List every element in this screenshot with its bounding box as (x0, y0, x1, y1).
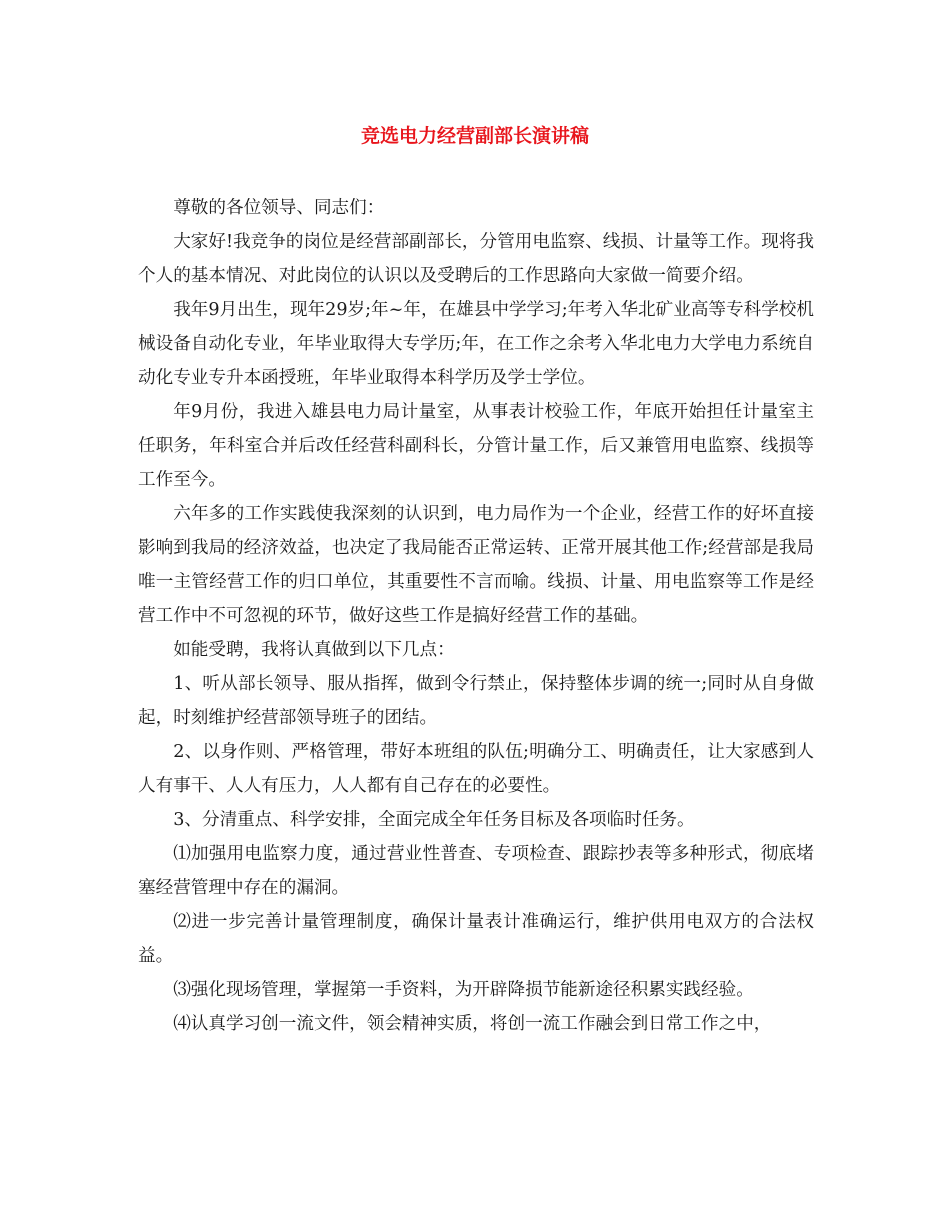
paragraph-career: 年9月份，我进入雄县电力局计量室，从事表计校验工作，年底开始担任计量室主任职务，年科室合并后改任经营科副科长，分管计量工作，后又兼管用电监察、线损等工作至今。 (138, 402, 814, 490)
document-body (138, 191, 814, 1041)
paragraph-point-1: 1、听从部长领导、服从指挥，做到令行禁止，保持整体步调的统一;同时从自身做起，时刻维护经营部领导班子的团结。 (138, 674, 814, 728)
paragraph-point-3: 3、分清重点、科学安排，全面完成全年任务目标及各项临时任务。 (173, 810, 695, 830)
paragraph-subpoint-2: ⑵进一步完善计量管理制度，确保计量表计准确运行，维护供用电双方的合法权益。 (138, 912, 814, 966)
paragraph-understanding: 六年多的工作实践使我深刻的认识到，电力局作为一个企业，经营工作的好坏直接影响到我局的经济效益，也决定了我局能否正常运转、正常开展其他工作;经营部是我局唯一主管经营工作的归口单位，其重要性不言而喻。线损、计量、用电监察等工作是经营工作中不可忽视的环节，做好这些工作是搞好经营工作的基础。 (138, 504, 814, 626)
paragraph-education: 我年9月出生，现年29岁;年~年，在雄县中学学习;年考入华北矿业高等专科学校机械设备自动化专业，年毕业取得大专学历;年，在工作之余考入华北电力大学电力系统自动化专业专升本函授班，年毕业取得本科学历及学士学位。 (138, 300, 814, 388)
paragraph-subpoint-1: ⑴加强用电监察力度，通过营业性普查、专项检查、跟踪抄表等多种形式，彻底堵塞经营管理中存在的漏洞。 (138, 844, 814, 898)
document-title: 竞选电力经营副部长演讲稿 (360, 125, 589, 147)
paragraph-greeting: 尊敬的各位领导、同志们： (173, 198, 385, 218)
paragraph-point-2: 2、以身作则、严格管理，带好本班组的队伍;明确分工、明确责任，让大家感到人人有事干、人人有压力，人人都有自己存在的必要性。 (138, 742, 814, 796)
paragraph-subpoint-3: ⑶强化现场管理，掌握第一手资料，为开辟降损节能新途径积累实践经验。 (173, 980, 754, 1000)
paragraph-commitment-intro: 如能受聘，我将认真做到以下几点： (173, 640, 455, 660)
paragraph-subpoint-4: ⑷认真学习创一流文件，领会精神实质，将创一流工作融会到日常工作之中， (173, 1014, 772, 1034)
paragraph-intro: 大家好!我竞争的岗位是经营部副部长，分管用电监察、线损、计量等工作。现将我个人的基本情况、对此岗位的认识以及受聘后的工作思路向大家做一简要介绍。 (138, 232, 814, 286)
